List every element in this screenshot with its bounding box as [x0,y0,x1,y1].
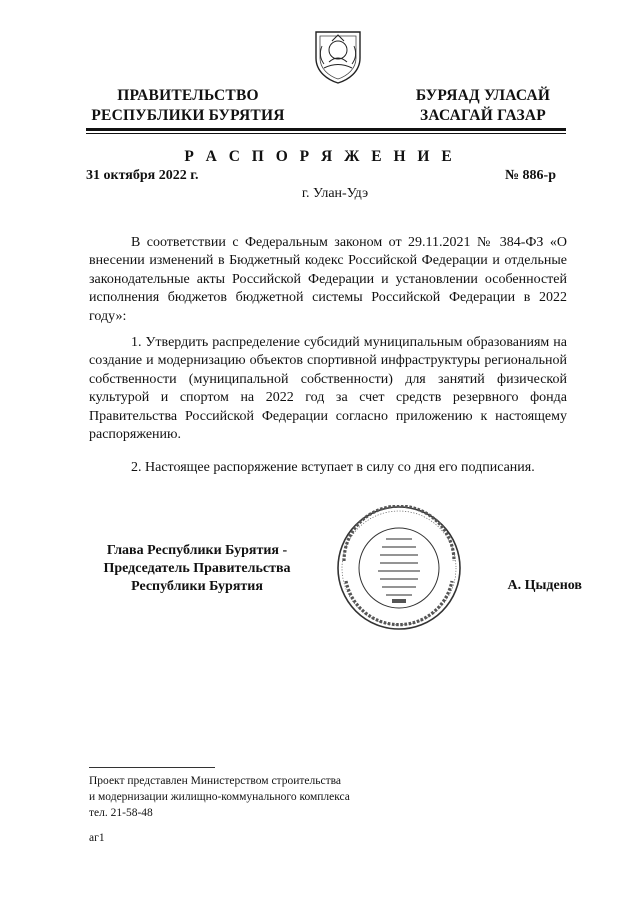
gov-name-bua-line1: БУРЯАД УЛАСАЙ [415,87,551,104]
government-name-buryat [398,86,568,126]
signatory-title-line2: Председатель Правительства [103,561,291,576]
header-divider-thin [86,133,566,134]
document-date: 31 октября 2022 г. [86,168,199,183]
footnote-phone: тел. 21-58-48 [89,807,153,819]
gov-name-bua-line2: ЗАСАГАЙ ГАЗАР [420,107,546,124]
document-city: г. Улан-Удэ [301,186,369,201]
official-seal-stamp [336,505,462,631]
footnote-code: аг1 [89,832,105,844]
footnote-divider [89,767,215,768]
gov-name-ru-line1: ПРАВИТЕЛЬСТВО [117,87,259,104]
document-type: Р А С П О Р Я Ж Е Н И Е [184,148,456,165]
signatory-name: А. Цыденов [507,578,582,593]
gov-name-ru-line2: РЕСПУБЛИКИ БУРЯТИЯ [91,107,285,124]
preamble-paragraph: В соответствии с Федеральным законом от 29.11.2021 № 384-ФЗ «О внесении изменений в Бюджетный кодекс Российской Федерации и отдельные законодательные акты Российской Федерации и установлении особенностей исполнения бюджетов бюджетной системы Российской Федерации в 2022 году»: [89,235,567,324]
signatory-title-line1: Глава Республики Бурятия - [106,543,288,558]
footnote-line2: и модернизации жилищно-коммунального комплекса [89,791,350,803]
clause-2-paragraph: 2. Настоящее распоряжение вступает в силу со дня его подписания. [131,460,535,475]
signatory-title [86,542,308,596]
footnote-line1: Проект представлен Министерством строительства [89,775,342,787]
header-divider-thick [86,128,566,131]
government-name-russian [84,86,292,126]
signatory-title-line3: Республики Бурятия [131,579,263,594]
clause-1-paragraph: 1. Утвердить распределение субсидий муниципальным образованиям на создание и модернизацию объектов спортивной инфраструктуры региональной собственности (муниципальной собственности) для занятий физической культурой и спортом на 2022 год за счет средств резервного фонда Правительства Российской Федерации согласно приложению к настоящему распоряжению. [89,335,567,443]
coat-of-arms-emblem [312,28,364,84]
document-number: № 886-р [504,168,556,183]
